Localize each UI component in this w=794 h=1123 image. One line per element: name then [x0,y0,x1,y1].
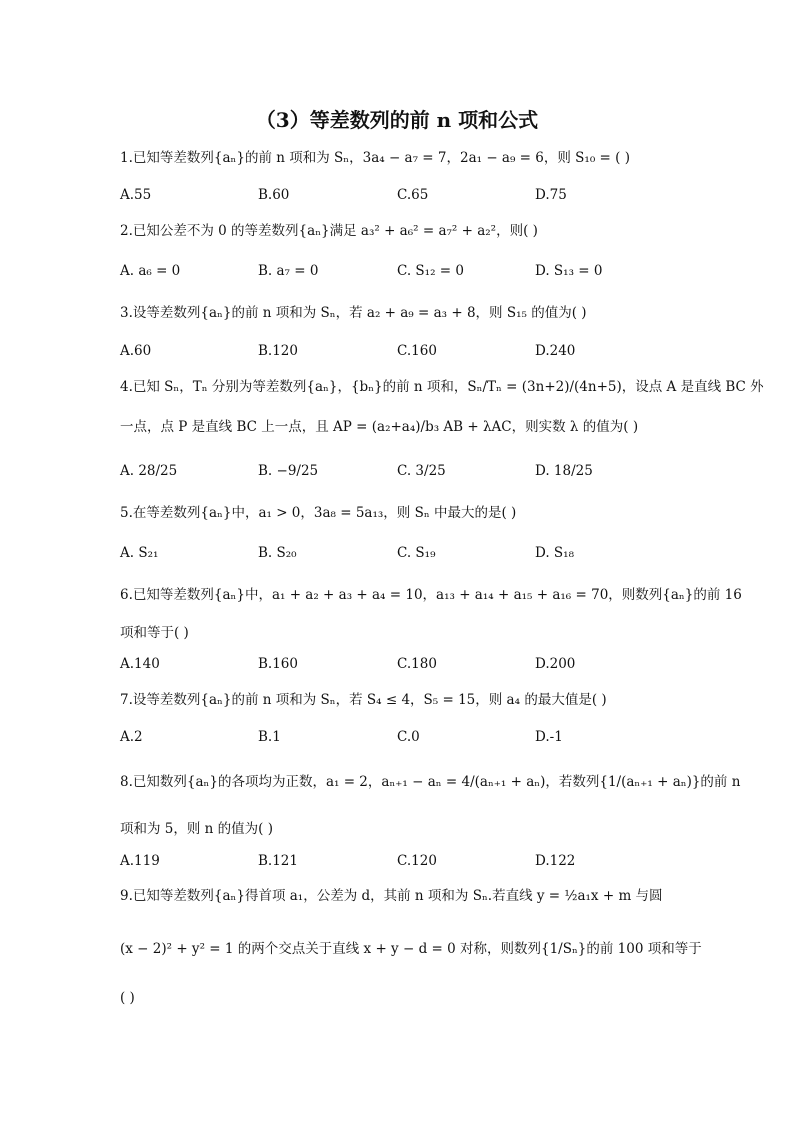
q8-option-a: A.119 [120,853,160,869]
q5-option-b: B. S₂₀ [258,545,297,561]
q5-option-a: A. S₂₁ [120,545,159,561]
q5-option-c: C. S₁₉ [397,545,436,561]
question-9-stem-line-2: (x − 2)² + y² = 1 的两个交点关于直线 x + y − d = 0 对称，则数列{1/Sₙ}的前 100 项和等于 [120,941,702,957]
q2-option-d: D. S₁₃ = 0 [535,263,603,279]
q4-option-d: D. 18/25 [535,463,593,479]
q8-option-d: D.122 [535,853,576,869]
q2-option-b: B. a₇ = 0 [258,263,319,279]
question-4-stem-line-2: 一点，点 P 是直线 BC 上一点，且 AP = (a₂+a₄)/b₃ AB + λAC，则实数 λ 的值为( ) [120,419,639,435]
q8-option-c: C.120 [397,853,437,869]
q3-option-a: A.60 [120,343,152,359]
q8-option-b: B.121 [258,853,298,869]
q7-option-a: A.2 [120,729,143,745]
question-6-stem-line-1: 6.已知等差数列{aₙ}中，a₁ + a₂ + a₃ + a₄ = 10，a₁₃ + a₁₄ + a₁₅ + a₁₆ = 70，则数列{aₙ}的前 16 [120,587,742,603]
q6-option-c: C.180 [397,656,437,672]
q1-option-c: C.65 [397,187,429,203]
q2-option-a: A. a₆ = 0 [120,263,181,279]
q3-option-b: B.120 [258,343,298,359]
q6-option-b: B.160 [258,656,298,672]
question-2-stem: 2.已知公差不为 0 的等差数列{aₙ}满足 a₃² + a₆² = a₇² + a₂²，则( ) [120,223,538,239]
q4-option-a: A. 28/25 [120,463,178,479]
q4-option-c: C. 3/25 [397,463,446,479]
q5-option-d: D. S₁₈ [535,545,574,561]
question-9-stem-line-1: 9.已知等差数列{aₙ}得首项 a₁，公差为 d，其前 n 项和为 Sₙ.若直线 y = ½a₁x + m 与圆 [120,888,663,904]
q1-option-a: A.55 [120,187,152,203]
q6-option-d: D.200 [535,656,576,672]
q3-option-c: C.160 [397,343,437,359]
question-7-stem: 7.设等差数列{aₙ}的前 n 项和为 Sₙ，若 S₄ ≤ 4，S₅ = 15，则 a₄ 的最大值是( ) [120,692,607,708]
page-title: （3）等差数列的前 n 项和公式 [255,108,539,132]
q1-option-b: B.60 [258,187,290,203]
question-4-stem-line-1: 4.已知 Sₙ，Tₙ 分别为等差数列{aₙ}，{bₙ}的前 n 项和，Sₙ/Tₙ = (3n+2)/(4n+5)，设点 A 是直线 BC 外 [120,379,764,395]
q4-option-b: B. −9/25 [258,463,319,479]
q7-option-c: C.0 [397,729,420,745]
q7-option-b: B.1 [258,729,281,745]
question-9-answer-blank: ( ) [120,990,135,1006]
question-3-stem: 3.设等差数列{aₙ}的前 n 项和为 Sₙ，若 a₂ + a₉ = a₃ + 8，则 S₁₅ 的值为( ) [120,305,587,321]
q6-option-a: A.140 [120,656,160,672]
question-8-stem-line-1: 8.已知数列{aₙ}的各项均为正数，a₁ = 2，aₙ₊₁ − aₙ = 4/(aₙ₊₁ + aₙ)，若数列{1/(aₙ₊₁ + aₙ)}的前 n [120,774,741,790]
q1-option-d: D.75 [535,187,567,203]
q7-option-d: D.-1 [535,729,563,745]
q3-option-d: D.240 [535,343,576,359]
question-8-stem-line-2: 项和为 5，则 n 的值为( ) [120,821,273,837]
q2-option-c: C. S₁₂ = 0 [397,263,464,279]
question-5-stem: 5.在等差数列{aₙ}中，a₁ > 0，3a₈ = 5a₁₃，则 Sₙ 中最大的是( ) [120,505,517,521]
question-6-stem-line-2: 项和等于( ) [120,625,189,641]
question-1-stem: 1.已知等差数列{aₙ}的前 n 项和为 Sₙ，3a₄ − a₇ = 7，2a₁ − a₉ = 6，则 S₁₀ = ( ) [120,150,630,166]
